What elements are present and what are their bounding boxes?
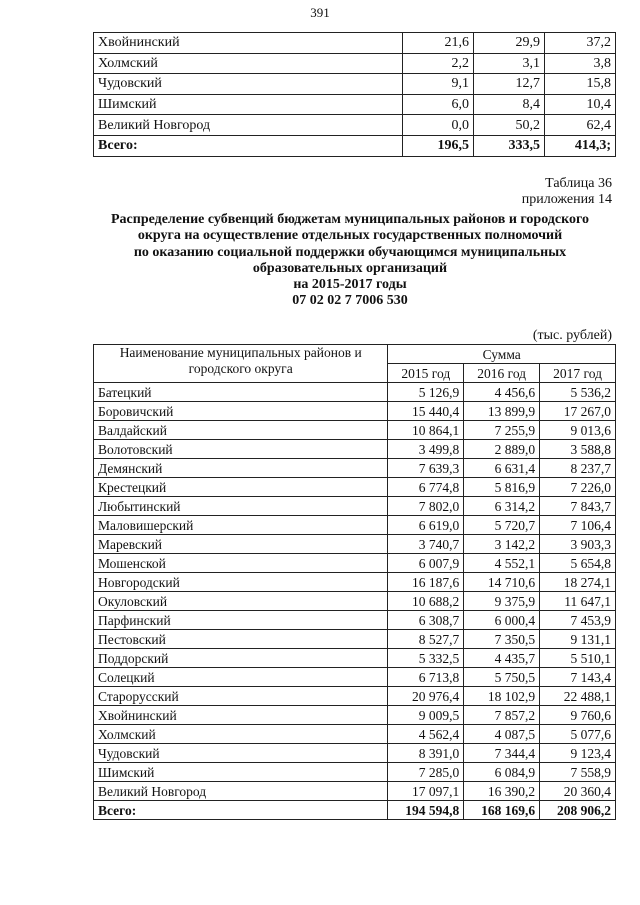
header-sum: Сумма [388,345,616,364]
district-name-cell: Окуловский [94,592,388,611]
value-cell-2016: 4 456,6 [464,383,540,402]
table-row [94,725,616,744]
value-cell-2016: 9 375,9 [464,592,540,611]
page-number: 391 [310,5,330,20]
value-cell-2017: 5 654,8 [540,554,616,573]
value-cell-2017: 37,2 [545,33,616,54]
table-label-line2: приложения 14 [521,192,612,207]
table-row [94,478,616,497]
value-cell-2016: 6 314,2 [464,497,540,516]
table-row [94,630,616,649]
main-table-header-row [94,345,616,364]
table-label [522,176,612,208]
district-name-cell: Боровичский [94,402,388,421]
district-name-cell: Пестовский [94,630,388,649]
value-cell-2016: 14 710,6 [464,573,540,592]
value-cell-2017: 62,4 [545,115,616,136]
district-name-cell: Великий Новгород [94,782,388,801]
value-cell-2017: 7 843,7 [540,497,616,516]
value-cell-2017: 10,4 [545,94,616,115]
value-cell-2017: 7 558,9 [540,763,616,782]
table-row [94,763,616,782]
value-cell-2017: 5 510,1 [540,649,616,668]
table-row [94,497,616,516]
value-cell-2017: 8 237,7 [540,459,616,478]
value-cell-2017: 3,8 [545,53,616,74]
district-name-cell: Всего: [94,135,403,156]
table-row [94,744,616,763]
district-name-cell: Хвойнинский [94,33,403,54]
table-label-line1: Таблица 36 [545,176,612,191]
value-cell-2015: 17 097,1 [388,782,464,801]
district-name-cell: Мошенской [94,554,388,573]
header-year-2016: 2016 год [464,364,540,383]
value-cell-2015: 196,5 [403,135,474,156]
district-name-cell: Батецкий [94,383,388,402]
value-cell-2017: 9 131,1 [540,630,616,649]
top-table [93,32,616,157]
table-row [94,687,616,706]
table-row [94,554,616,573]
value-cell-2015: 3 740,7 [388,535,464,554]
value-cell-2015: 5 126,9 [388,383,464,402]
value-cell-2015: 16 187,6 [388,573,464,592]
value-cell-2015: 3 499,8 [388,440,464,459]
district-name-cell: Хвойнинский [94,706,388,725]
district-name-cell: Поддорский [94,649,388,668]
title-line1: Распределение субвенций бюджетам муниципальных районов и городского [110,212,589,227]
value-cell-2016: 2 889,0 [464,440,540,459]
district-name-cell: Маревский [94,535,388,554]
value-cell-2015: 6 713,8 [388,668,464,687]
district-name-cell: Шимский [94,94,403,115]
table-row [94,535,616,554]
value-cell-2015: 7 639,3 [388,459,464,478]
value-cell-2015: 21,6 [403,33,474,54]
value-cell-2015: 9,1 [403,74,474,95]
district-name-cell: Волотовский [94,440,388,459]
value-cell-2017: 15,8 [545,74,616,95]
district-name-cell: Старорусский [94,687,388,706]
value-cell-2015: 15 440,4 [388,402,464,421]
table-row [94,33,616,54]
value-cell-2016: 7 344,4 [464,744,540,763]
value-cell-2017: 7 143,4 [540,668,616,687]
value-cell-2016: 13 899,9 [464,402,540,421]
value-cell-2016: 16 390,2 [464,782,540,801]
document-title [80,212,620,310]
value-cell-2016: 29,9 [474,33,545,54]
district-name-cell: Холмский [94,53,403,74]
title-line2: округа на осуществление отдельных государственных полномочий [137,228,563,244]
table-row [94,516,616,535]
value-cell-2016: 18 102,9 [464,687,540,706]
value-cell-2017: 414,3; [545,135,616,156]
value-cell-2016: 7 350,5 [464,630,540,649]
value-cell-2016: 3 142,2 [464,535,540,554]
value-cell-2015: 20 976,4 [388,687,464,706]
value-cell-2017: 5 536,2 [540,383,616,402]
value-cell-2017: 9 013,6 [540,421,616,440]
value-cell-2016: 4 552,1 [464,554,540,573]
district-name-cell: Солецкий [94,668,388,687]
value-cell-2017: 7 106,4 [540,516,616,535]
value-cell-2015: 7 802,0 [388,497,464,516]
value-cell-2017: 7 226,0 [540,478,616,497]
header-year-2017: 2017 год [540,364,616,383]
district-name-cell: Чудовский [94,74,403,95]
table-row [94,573,616,592]
value-cell-2015: 7 285,0 [388,763,464,782]
district-name-cell: Чудовский [94,744,388,763]
table-row [94,383,616,402]
district-name-cell: Крестецкий [94,478,388,497]
table-row [94,668,616,687]
value-cell-2016: 7 857,2 [464,706,540,725]
value-cell-2015: 10 688,2 [388,592,464,611]
value-cell-2016: 5 750,5 [464,668,540,687]
value-cell-2016: 6 000,4 [464,611,540,630]
total-row [94,801,616,820]
table-row [94,459,616,478]
value-cell-2017: 20 360,4 [540,782,616,801]
value-cell-2015: 6,0 [403,94,474,115]
value-cell-2016: 6 631,4 [464,459,540,478]
district-name-cell: Новгородский [94,573,388,592]
table-row [94,611,616,630]
table-row [94,94,616,115]
value-cell-2015: 8 527,7 [388,630,464,649]
value-cell-2015: 194 594,8 [388,801,464,820]
value-cell-2015: 6 007,9 [388,554,464,573]
value-cell-2015: 8 391,0 [388,744,464,763]
value-cell-2016: 8,4 [474,94,545,115]
value-cell-2015: 5 332,5 [388,649,464,668]
title-line3: по оказанию социальной поддержки обучающимся муниципальных [133,244,567,260]
value-cell-2016: 4 435,7 [464,649,540,668]
value-cell-2016: 3,1 [474,53,545,74]
value-cell-2015: 6 619,0 [388,516,464,535]
district-name-cell: Великий Новгород [94,115,403,136]
title-line6: 07 02 02 7 7006 530 [292,293,408,309]
value-cell-2016: 6 084,9 [464,763,540,782]
district-name-cell: Парфинский [94,611,388,630]
table-row [94,706,616,725]
value-cell-2016: 168 169,6 [464,801,540,820]
table-row [94,402,616,421]
district-name-cell: Всего: [94,801,388,820]
total-row [94,135,616,156]
value-cell-2017: 7 453,9 [540,611,616,630]
value-cell-2016: 333,5 [474,135,545,156]
top-table-body [94,33,616,157]
table-row [94,592,616,611]
value-cell-2017: 5 077,6 [540,725,616,744]
title-line4: образовательных организаций [252,260,448,276]
value-cell-2017: 22 488,1 [540,687,616,706]
main-table-body [94,383,616,820]
value-cell-2015: 9 009,5 [388,706,464,725]
table-row [94,440,616,459]
units-label: (тыс. рублей) [532,328,612,343]
value-cell-2015: 6 308,7 [388,611,464,630]
main-table [93,344,616,820]
table-row [94,53,616,74]
header-name: Наименование муниципальных районов и городского округа [94,345,388,383]
value-cell-2015: 6 774,8 [388,478,464,497]
value-cell-2016: 50,2 [474,115,545,136]
table-row [94,115,616,136]
value-cell-2017: 3 588,8 [540,440,616,459]
table-row [94,74,616,95]
district-name-cell: Демянский [94,459,388,478]
value-cell-2015: 10 864,1 [388,421,464,440]
value-cell-2017: 11 647,1 [540,592,616,611]
value-cell-2015: 0,0 [403,115,474,136]
district-name-cell: Шимский [94,763,388,782]
title-line5: на 2015-2017 годы [293,277,407,293]
value-cell-2017: 9 123,4 [540,744,616,763]
table-row [94,782,616,801]
value-cell-2015: 2,2 [403,53,474,74]
value-cell-2017: 18 274,1 [540,573,616,592]
header-year-2015: 2015 год [388,364,464,383]
table-row [94,649,616,668]
value-cell-2015: 4 562,4 [388,725,464,744]
value-cell-2016: 4 087,5 [464,725,540,744]
value-cell-2016: 7 255,9 [464,421,540,440]
district-name-cell: Любытинский [94,497,388,516]
district-name-cell: Валдайский [94,421,388,440]
value-cell-2017: 3 903,3 [540,535,616,554]
district-name-cell: Маловишерский [94,516,388,535]
district-name-cell: Холмский [94,725,388,744]
table-row [94,421,616,440]
value-cell-2016: 12,7 [474,74,545,95]
value-cell-2016: 5 720,7 [464,516,540,535]
value-cell-2017: 9 760,6 [540,706,616,725]
value-cell-2017: 208 906,2 [540,801,616,820]
value-cell-2017: 17 267,0 [540,402,616,421]
value-cell-2016: 5 816,9 [464,478,540,497]
